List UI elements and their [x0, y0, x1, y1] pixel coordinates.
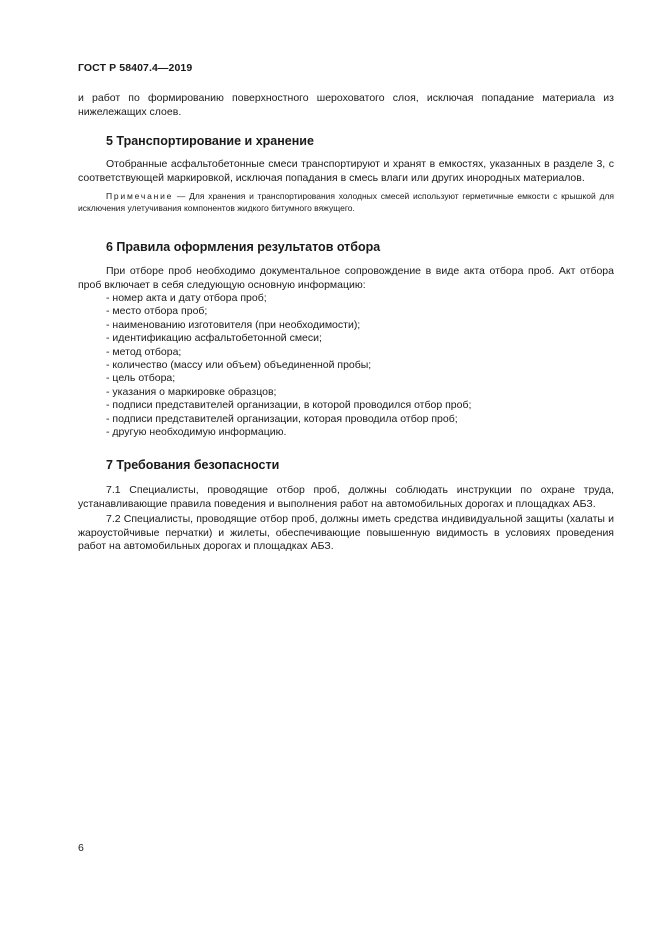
section-7-paragraph-1: 7.1 Специалисты, проводящие отбор проб, должны соблюдать инструкции по охране труда, устанавливающие правила поведения и выполнения работ на автомобильных дорогах и площадках АБЗ. — [78, 484, 614, 510]
standard-code: ГОСТ Р 58407.4—2019 — [78, 62, 193, 74]
list-item: - номер акта и дату отбора проб; — [106, 292, 614, 305]
note-label: Примечание — [106, 191, 174, 201]
list-item: - идентификацию асфальтобетонной смеси; — [106, 332, 614, 345]
info-list — [78, 292, 614, 439]
note-text: — Для хранения и транспортирования холодных смесей используют герметичные емкости с крышкой для исключения улетучивания компонентов жидкого битумного вяжущего. — [78, 191, 614, 213]
section-6-title: 6 Правила оформления результатов отбора — [106, 240, 381, 254]
list-item: - метод отбора; — [106, 346, 614, 359]
list-item: - количество (массу или объем) объединенной пробы; — [106, 359, 614, 372]
section-5-paragraph: Отобранные асфальтобетонные смеси транспортируют и хранят в емкостях, указанных в разделе 3, с соответствующей маркировкой, исключая попадания в смесь влаги или других инородных материалов. — [78, 158, 614, 184]
page-number: 6 — [78, 842, 84, 854]
list-item: - подписи представителей организации, в которой проводился отбор проб; — [106, 399, 614, 412]
intro-continuation: и работ по формированию поверхностного шероховатого слоя, исключая попадание материала из нижележащих слоев. — [78, 92, 614, 118]
list-item: - цель отбора; — [106, 372, 614, 385]
section-7-paragraph-2: 7.2 Специалисты, проводящие отбор проб, должны иметь средства индивидуальной защиты (халаты и жароустойчивые перчатки) и жилеты, обеспечивающие повышенную видимость в условиях проведения работ на автомобильных дорогах и площадках АБЗ. — [78, 513, 614, 553]
list-item: - наименованию изготовителя (при необходимости); — [106, 319, 614, 332]
list-item: - другую необходимую информацию. — [106, 426, 614, 439]
page-content — [78, 92, 614, 554]
section-7-title: 7 Требования безопасности — [106, 458, 280, 473]
list-item: - место отбора проб; — [106, 305, 614, 318]
section-5-title: 5 Транспортирование и хранение — [106, 134, 314, 148]
section-5-note — [78, 190, 614, 214]
section-6-paragraph: При отборе проб необходимо документальное сопровождение в виде акта отбора проб. Акт отбора проб включает в себя следующую основную информацию: — [78, 265, 614, 291]
list-item: - подписи представителей организации, которая проводила отбор проб; — [106, 413, 614, 426]
list-item: - указания о маркировке образцов; — [106, 386, 614, 399]
